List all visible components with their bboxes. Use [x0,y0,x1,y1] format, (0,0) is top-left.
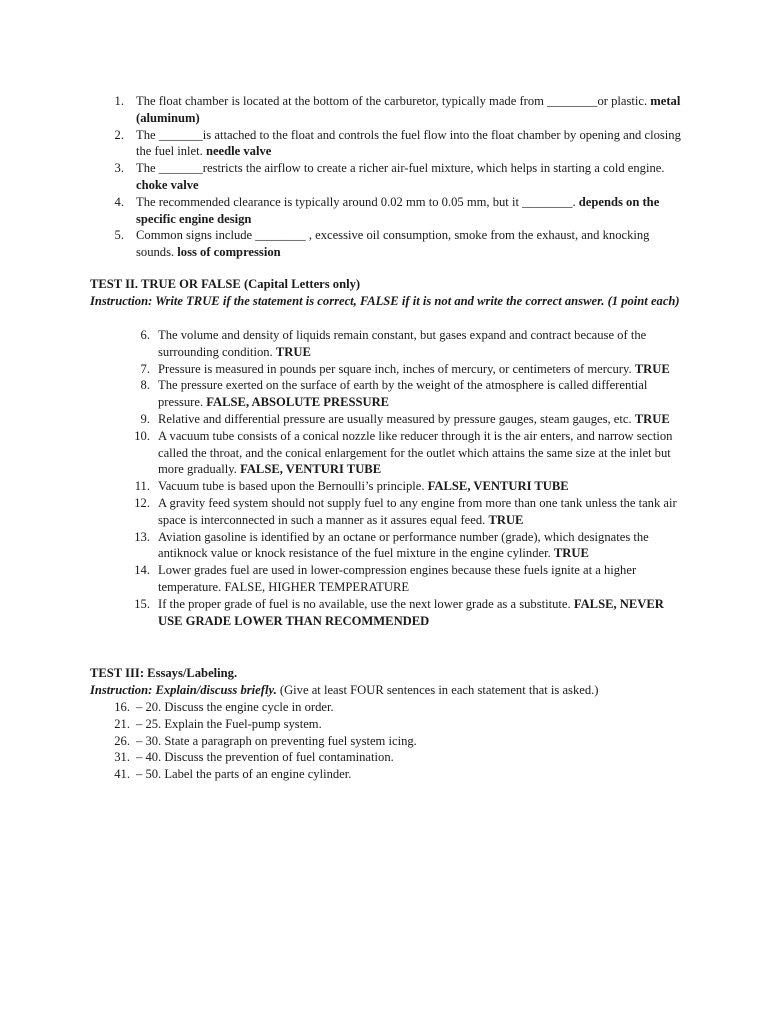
question-item [134,596,682,630]
question-statement: A vacuum tube consists of a conical nozzle like reducer through it is the air enters, and narrow section called the throat, and the conical enlargement for the outlet which attains the same size at the inlet but more gradually. [158,428,673,477]
question-number: 31. [114,750,130,765]
question-text [158,596,682,630]
question-item [114,227,682,261]
question-text [136,716,682,733]
question-text [158,529,682,563]
test3-instruction-label: Instruction: Explain/discuss briefly. [90,682,277,697]
question-number: 9. [140,411,150,426]
answer-text: TRUE [634,411,670,426]
answer-text: depends on the specific engine design [136,194,660,226]
fill-in-list [114,93,682,261]
answer-text: loss of compression [177,245,281,260]
question-number: 4. [114,194,124,209]
question-item [140,327,682,361]
question-statement: – 50. Label the parts of an engine cylinder. [136,767,352,782]
question-number: 1. [114,94,124,108]
question-item [140,377,682,411]
question-item [114,766,682,783]
question-text [136,733,682,750]
question-number: 16. [114,700,130,714]
test3-title: TEST III: Essays/Labeling. [90,666,238,680]
question-statement: A gravity feed system should not supply fuel to any engine from more than one tank unless the tank air space is interconnected in such a manner as it assures equal feed. [158,495,677,527]
question-item [140,361,682,378]
question-statement: – 25. Explain the Fuel-pump system. [136,716,322,731]
question-item [140,411,682,428]
question-number: 3. [114,161,124,176]
question-item [114,733,682,750]
question-number: 7. [140,361,150,376]
question-statement: The pressure exerted on the surface of earth by the weight of the atmosphere is called differential pressure. [158,378,648,410]
question-item [134,428,682,478]
question-text [136,699,682,716]
test3-instruction-rest: (Give at least FOUR sentences in each statement that is asked.) [276,682,599,697]
question-text [158,361,682,378]
question-number: 41. [114,767,130,782]
test2-header [90,276,690,310]
question-number: 11. [134,479,150,494]
true-false-list [134,327,682,629]
question-item [114,127,682,161]
question-item [114,194,682,228]
answer-text: choke valve [136,177,199,192]
question-statement: – 40. Discuss the prevention of fuel contamination. [136,750,394,765]
answer-text: FALSE, NEVER USE GRADE LOWER THAN RECOMMENDED [158,596,664,628]
question-text [136,160,682,194]
test3-instruction [90,682,690,699]
question-number: 12. [134,495,150,510]
question-text [136,749,682,766]
question-statement: If the proper grade of fuel is no available, use the next lower grade as a substitute. [158,596,571,611]
question-number: 5. [114,228,124,243]
answer-text: FALSE, ABSOLUTE PRESSURE [206,395,390,410]
question-text [158,562,682,596]
question-text [136,227,682,261]
question-statement: Common signs include ________ , excessive oil consumption, smoke from the exhaust, and knocking sounds. [136,228,650,260]
question-statement: Pressure is measured in pounds per square inch, inches of mercury, or centimeters of mercury. [158,361,632,376]
question-text [158,377,682,411]
question-text [136,194,682,228]
question-text [136,766,682,783]
test2-title: TEST II. TRUE OR FALSE (Capital Letters only) [90,277,361,291]
question-number: 21. [114,716,130,731]
question-number: 10. [134,428,150,443]
question-statement: The _______restricts the airflow to create a richer air-fuel mixture, which helps in starting a cold engine. [136,161,665,176]
question-item [114,716,682,733]
question-text [136,93,682,127]
question-number: 26. [114,733,130,748]
question-statement: The float chamber is located at the bottom of the carburetor, typically made from ________or plastic. [136,94,648,108]
question-item [134,478,682,495]
question-item [134,529,682,563]
answer-text: FALSE, VENTURI TUBE [427,479,569,494]
essay-list [114,699,682,783]
question-number: 14. [134,563,150,578]
question-statement: – 30. State a paragraph on preventing fuel system icing. [136,733,417,748]
question-text [158,327,682,361]
question-statement: Lower grades fuel are used in lower-compression engines because these fuels ignite at a higher temperature. [158,563,637,594]
question-text [158,411,682,428]
question-number: 6. [140,328,150,342]
question-text [158,495,682,529]
question-statement: – 20. Discuss the engine cycle in order. [136,700,334,714]
question-statement: Vacuum tube is based upon the Bernoulli’s principle. [158,479,425,494]
question-item [114,699,682,716]
question-text [136,127,682,161]
answer-text: TRUE [275,344,311,359]
question-statement: The recommended clearance is typically around 0.02 mm to 0.05 mm, but it ________. [136,194,576,209]
question-item [114,749,682,766]
question-statement: The volume and density of liquids remain constant, but gases expand and contract because of the surrounding condition. [158,328,647,359]
question-item [114,93,682,127]
question-text [158,478,682,495]
question-number: 13. [134,529,150,544]
question-statement: Aviation gasoline is identified by an octane or performance number (grade), which designates the antiknock value or knock resistance of the fuel mixture in the engine cylinder. [158,529,649,561]
answer-text: metal (aluminum) [136,94,681,125]
test2-instruction: Instruction: Write TRUE if the statement is correct, FALSE if it is not and write the correct answer. (1 point each) [90,293,680,308]
test3-header [90,665,690,699]
question-statement: Relative and differential pressure are usually measured by pressure gauges, steam gauges, etc. [158,411,632,426]
question-number: 8. [140,378,150,393]
answer-text: FALSE, HIGHER TEMPERATURE [224,579,410,594]
question-item [134,495,682,529]
question-statement: The _______is attached to the float and controls the fuel flow into the float chamber by opening and closing the fuel inlet. [136,127,681,159]
answer-text: FALSE, VENTURI TUBE [240,462,382,477]
answer-text: needle valve [205,144,272,159]
answer-text: TRUE [488,512,524,527]
answer-text: TRUE [634,361,670,376]
question-number: 15. [134,596,150,611]
question-number: 2. [114,127,124,142]
answer-text: TRUE [553,546,589,561]
question-text [158,428,682,478]
question-item [134,562,682,596]
question-item [114,160,682,194]
